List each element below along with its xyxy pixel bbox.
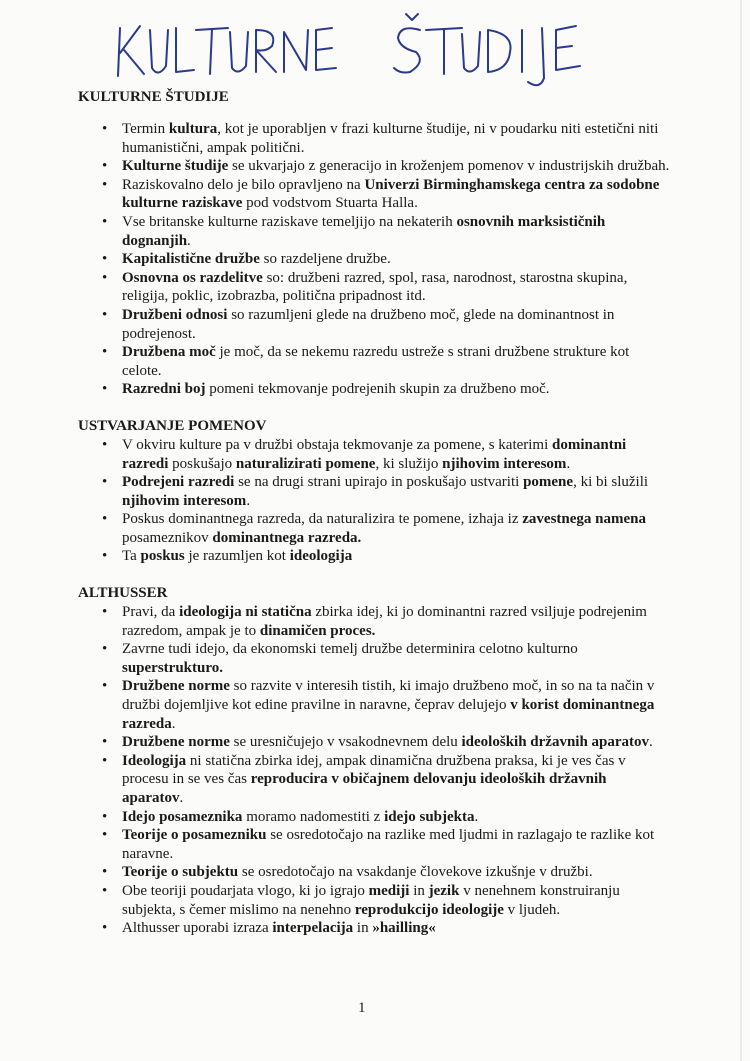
document-body <box>78 88 678 956</box>
handwritten-title <box>110 8 590 88</box>
text-run: moramo nadomestiti z <box>242 808 385 825</box>
text-run: . <box>187 232 191 249</box>
bullet-item <box>122 176 670 213</box>
bold-term: mediji <box>368 882 410 899</box>
text-run: Zavrne tudi idejo, da ekonomski temelj družbe determinira celotno kulturno <box>122 641 578 658</box>
text-run: . <box>171 715 176 732</box>
bold-term: Razredni boj <box>122 381 206 398</box>
bold-term: superstrukturo. <box>122 659 223 676</box>
text-run: Vse britanske kulturne raziskave temeljijo na nekaterih <box>122 213 457 230</box>
bold-term: reprodukcijo ideologije <box>354 901 504 918</box>
text-run: se uresničujejo v vsakodnevnem delu <box>229 734 462 751</box>
bold-term: Teorije o posamezniku <box>122 827 267 844</box>
text-run: se na drugi strani upirajo in poskušajo ustvariti <box>234 474 524 491</box>
bold-term: dinamičen proces. <box>259 622 376 639</box>
text-run: , ki služijo <box>375 455 443 472</box>
text-run: se osredotočajo na vsakdanje človekove izkušnje v družbi. <box>238 864 593 881</box>
text-run: posameznikov <box>122 529 213 546</box>
bold-term: ideologija <box>289 548 353 565</box>
bullet-item <box>122 733 670 752</box>
bold-term: Podrejeni razredi <box>122 474 235 491</box>
bold-term: v korist dominantnega razreda <box>122 697 655 732</box>
text-run: . <box>474 808 479 825</box>
bold-term: poskus <box>140 548 185 565</box>
text-run: se osredotočajo na razlike med ljudmi in razlagajo te razlike kot naravne. <box>122 827 655 862</box>
bullet-item <box>122 213 670 250</box>
text-run: so razumljeni glede na družbeno moč, glede na dominantnost in podrejenost. <box>122 306 615 342</box>
section <box>78 584 678 938</box>
bullet-list <box>78 436 678 566</box>
text-run: . <box>179 790 184 806</box>
page-number: 1 <box>358 1000 366 1016</box>
text-run: Pravi, da <box>122 604 180 621</box>
text-run: , kot je uporabljen v frazi kulturne študije, ni v poudarku niti estetični niti humanistični, ampak politični. <box>122 121 659 156</box>
bullet-item <box>122 510 670 547</box>
bullet-item <box>122 640 670 677</box>
bold-term: idejo subjekta <box>384 808 475 825</box>
text-run: V okviru kulture pa v družbi obstaja tekmovanje za pomene, s katerimi <box>122 436 553 453</box>
bullet-item <box>122 269 670 306</box>
section-heading: ALTHUSSER <box>78 585 168 602</box>
text-run: je moč, da se nekemu razredu ustreže s strani družbene strukture kot celote. <box>122 344 630 379</box>
bold-term: ideoloških državnih aparatov <box>461 734 650 751</box>
bullet-item <box>122 826 670 863</box>
bold-term: Družbene norme <box>122 734 230 751</box>
text-run: so razvite v interesih tistih, ki imajo družbeno moč, in so na ta način v družbi dojemljive kot edine pravilne in naravne, čeprav delujejo <box>122 678 655 714</box>
bold-term: ideologija ni statična <box>179 604 312 621</box>
bold-term: pomene <box>523 474 574 491</box>
bullet-item <box>122 603 670 640</box>
bold-term: zavestnega namena <box>522 511 647 528</box>
text-run: se ukvarjajo z generacijo in kroženjem pomenov v industrijskih družbah. <box>228 158 670 175</box>
bold-term: Osnovna os razdelitve <box>122 269 263 286</box>
text-run: so razdeljene družbe. <box>259 251 391 268</box>
scan-edge <box>740 0 742 1061</box>
bullet-item <box>122 547 670 566</box>
bullet-item <box>122 380 670 399</box>
bullet-list <box>78 120 678 399</box>
section-heading: KULTURNE ŠTUDIJE <box>78 89 229 105</box>
bullet-item <box>122 436 670 473</box>
text-run: pomeni tekmovanje podrejenih skupin za družbeno moč. <box>205 381 550 398</box>
bullet-item <box>122 677 670 733</box>
bullet-item <box>122 120 670 157</box>
section <box>78 417 678 566</box>
bullet-item <box>122 473 670 510</box>
bold-term: dominantnega razreda. <box>212 529 362 546</box>
bullet-item <box>122 250 670 269</box>
text-run: Obe teoriji poudarjata vlogo, ki jo igrajo <box>122 882 369 899</box>
text-run: , ki bi služili <box>573 474 649 491</box>
text-run: poskušajo <box>168 455 236 472</box>
bullet-item <box>122 752 670 808</box>
bold-term: Družbene norme <box>122 678 230 695</box>
bold-term: dominantni razredi <box>122 436 627 472</box>
bold-term: Kulturne študije <box>122 158 229 175</box>
bullet-item <box>122 808 670 827</box>
text-run: v nenehnem konstruiranju subjekta, s čemer mislimo na nenehno <box>122 882 620 918</box>
text-run: v ljudeh. <box>503 901 561 918</box>
bold-term: Kapitalistične družbe <box>122 251 260 268</box>
text-run: . <box>566 455 571 472</box>
text-run: so: družbeni razred, spol, rasa, narodnost, starostna skupina, religija, poklic, izobrazba, politična pripadnost itd. <box>122 269 628 305</box>
text-run: . <box>649 734 653 751</box>
bold-term: jezik <box>428 882 460 899</box>
bold-term: Družbena moč <box>122 344 216 361</box>
bullet-item <box>122 157 670 176</box>
text-run: pod vodstvom Stuarta Halla. <box>242 195 418 212</box>
text-run: zbirka idej, ki jo dominantni razred vsiljuje podrejenim razredom, ampak je to <box>122 604 647 639</box>
bold-term: Teorije o subjektu <box>122 864 239 881</box>
bullet-item <box>122 343 670 380</box>
bullet-item <box>122 919 670 938</box>
section-heading: USTVARJANJE POMENOV <box>78 417 267 434</box>
bullet-item <box>122 306 670 343</box>
bold-term: Idejo posameznika <box>122 808 243 825</box>
bullet-item <box>122 882 670 919</box>
bold-term: kultura <box>168 121 218 137</box>
text-run: ni statična zbirka idej, ampak dinamična družbena praksa, ki je ves čas v procesu in se ves čas <box>122 752 626 788</box>
text-run: Poskus dominantnega razreda, da naturalizira te pomene, izhaja iz <box>122 511 523 528</box>
text-run: Ta <box>122 548 141 565</box>
text-run: Raziskovalno delo je bilo opravljeno na <box>122 176 365 193</box>
text-run: . <box>246 492 251 509</box>
text-run: in <box>353 920 373 937</box>
text-run: je razumljen kot <box>184 548 290 565</box>
bold-term: naturalizirati pomene <box>235 455 376 472</box>
bold-term: interpelacija <box>272 920 354 937</box>
bold-term: Univerzi Birminghamskega centra za sodobne kulturne raziskave <box>122 176 660 212</box>
bold-term: Družbeni odnosi <box>122 306 228 323</box>
text-run: in <box>409 882 429 899</box>
section <box>78 88 678 399</box>
bold-term: njihovim interesom <box>442 455 567 472</box>
bullet-item <box>122 863 670 882</box>
bold-term: osnovnih marksističnih dognanjih <box>122 213 606 249</box>
text-run: Termin <box>122 121 169 137</box>
text-run: Althusser uporabi izraza <box>122 920 273 937</box>
bold-term: Ideologija <box>122 752 187 769</box>
bullet-list <box>78 603 678 938</box>
bold-term: »hailling« <box>372 920 436 937</box>
bold-term: njihovim interesom <box>122 492 247 509</box>
bold-term: reproducira v običajnem delovanju ideoloških državnih aparatov <box>122 771 607 806</box>
